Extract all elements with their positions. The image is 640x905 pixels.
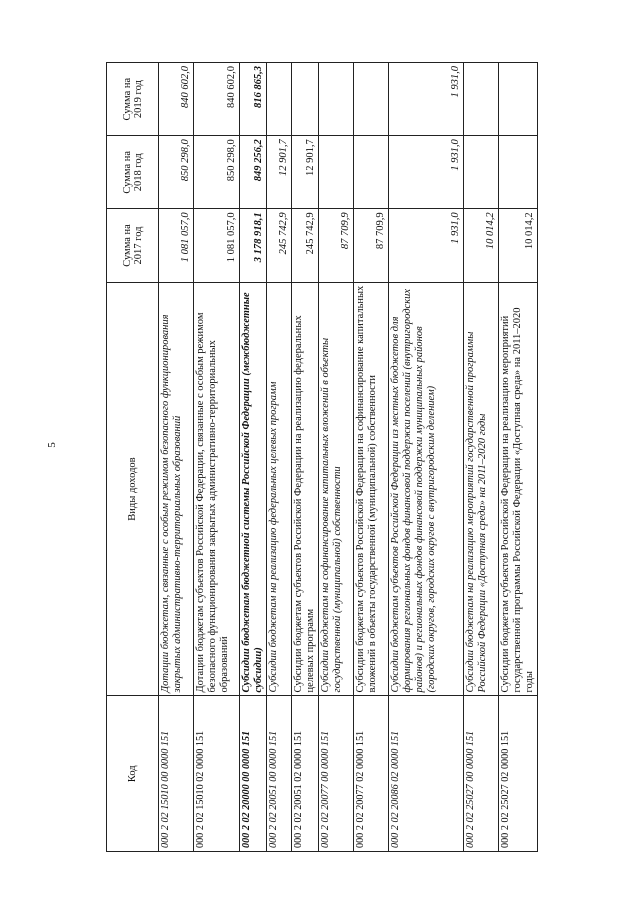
row-code: 000 2 02 15010 02 0000 151 xyxy=(194,696,240,852)
row-name: Субсидии бюджетам субъектов Российской Федерации на реализацию мероприятий государственной программы Российской Федерации «Доступная среда» на 2011–2020 годы xyxy=(499,282,538,696)
row-sum-2019: 840 602,0 xyxy=(159,63,194,136)
table-row xyxy=(319,63,354,852)
row-sum-2017: 1 081 057,0 xyxy=(159,209,194,282)
row-sum-2019 xyxy=(292,63,319,136)
row-sum-2017: 10 014,2 xyxy=(464,209,499,282)
row-code: 000 2 02 20051 00 0000 151 xyxy=(267,696,292,852)
row-code: 000 2 02 20077 00 0000 151 xyxy=(319,696,354,852)
row-sum-2018 xyxy=(499,136,538,209)
revenue-table xyxy=(106,62,538,852)
row-sum-2017: 245 742,9 xyxy=(267,209,292,282)
row-sum-2017: 1 931,0 xyxy=(389,209,464,282)
row-name: Субсидии бюджетам на реализацию федеральных целевых программ xyxy=(267,282,292,696)
table-row xyxy=(354,63,389,852)
table-row xyxy=(389,63,464,852)
header-sum-2018: Сумма на 2018 год xyxy=(107,136,159,209)
header-sum-2019: Сумма на 2019 год xyxy=(107,63,159,136)
row-code: 000 2 02 20077 02 0000 151 xyxy=(354,696,389,852)
row-sum-2018: 850 298,0 xyxy=(159,136,194,209)
row-name: Субсидии бюджетам субъектов Российской Федерации на реализацию федеральных целевых программ xyxy=(292,282,319,696)
header-code: Код xyxy=(107,696,159,852)
row-sum-2019: 1 931,0 xyxy=(389,63,464,136)
row-name: Субсидии бюджетам субъектов Российской Федерации из местных бюджетов для формирования региональных фондов финансовой поддержки поселений (внутригородских районов) и региональных фондов финансовой поддержки муниципальных районов (городских округов, городских округов с внутригородским делением) xyxy=(389,282,464,696)
row-sum-2018 xyxy=(464,136,499,209)
row-sum-2018: 1 931,0 xyxy=(389,136,464,209)
row-sum-2017: 10 014,2 xyxy=(499,209,538,282)
row-sum-2019 xyxy=(464,63,499,136)
row-code: 000 2 02 20051 02 0000 151 xyxy=(292,696,319,852)
row-code: 000 2 02 20086 02 0000 151 xyxy=(389,696,464,852)
row-code: 000 2 02 20000 00 0000 151 xyxy=(240,696,267,852)
row-sum-2019 xyxy=(499,63,538,136)
table-row xyxy=(267,63,292,852)
row-name: Субсидии бюджетам на реализацию мероприятий государственной программы Российской Федерации «Доступная среда» на 2011–2020 годы xyxy=(464,282,499,696)
row-sum-2018: 849 256,2 xyxy=(240,136,267,209)
row-name: Субсидии бюджетам субъектов Российской Федерации на софинансирование капитальных вложений в объекты государственной (муниципальной) собственности xyxy=(354,282,389,696)
table-row xyxy=(292,63,319,852)
rotated-table-wrapper xyxy=(106,62,630,852)
row-code: 000 2 02 15010 00 0000 151 xyxy=(159,696,194,852)
row-sum-2018 xyxy=(354,136,389,209)
page-number: 5 xyxy=(46,442,58,448)
row-code: 000 2 02 25027 02 0000 151 xyxy=(499,696,538,852)
row-sum-2017: 87 709,9 xyxy=(354,209,389,282)
row-code: 000 2 02 25027 00 0000 151 xyxy=(464,696,499,852)
header-name: Виды доходов xyxy=(107,282,159,696)
row-sum-2019 xyxy=(319,63,354,136)
row-sum-2019: 816 865,3 xyxy=(240,63,267,136)
table-row xyxy=(159,63,194,852)
row-sum-2019 xyxy=(267,63,292,136)
row-sum-2019: 840 602,0 xyxy=(194,63,240,136)
row-sum-2017: 1 081 057,0 xyxy=(194,209,240,282)
table-row xyxy=(499,63,538,852)
row-name: Дотации бюджетам, связанные с особым режимом безопасного функционирования закрытых административно-территориальных образований xyxy=(159,282,194,696)
row-sum-2017: 245 742,9 xyxy=(292,209,319,282)
row-sum-2018 xyxy=(319,136,354,209)
row-sum-2018: 850 298,0 xyxy=(194,136,240,209)
header-sum-2017: Сумма на 2017 год xyxy=(107,209,159,282)
table-header-row xyxy=(107,63,159,852)
table-row xyxy=(240,63,267,852)
row-sum-2018: 12 901,7 xyxy=(292,136,319,209)
table-row xyxy=(194,63,240,852)
row-sum-2019 xyxy=(354,63,389,136)
row-name: Субсидии бюджетам на софинансирование капитальных вложений в объекты государственной (муниципальной) собственности xyxy=(319,282,354,696)
row-name: Субсидии бюджетам бюджетной системы Российской Федерации (межбюджетные субсидии) xyxy=(240,282,267,696)
table-row xyxy=(464,63,499,852)
row-sum-2018: 12 901,7 xyxy=(267,136,292,209)
row-sum-2017: 87 709,9 xyxy=(319,209,354,282)
row-sum-2017: 3 178 918,1 xyxy=(240,209,267,282)
row-name: Дотации бюджетам субъектов Российской Федерации, связанные с особым режимом безопасного функционирования закрытых административно-территориальных образований xyxy=(194,282,240,696)
